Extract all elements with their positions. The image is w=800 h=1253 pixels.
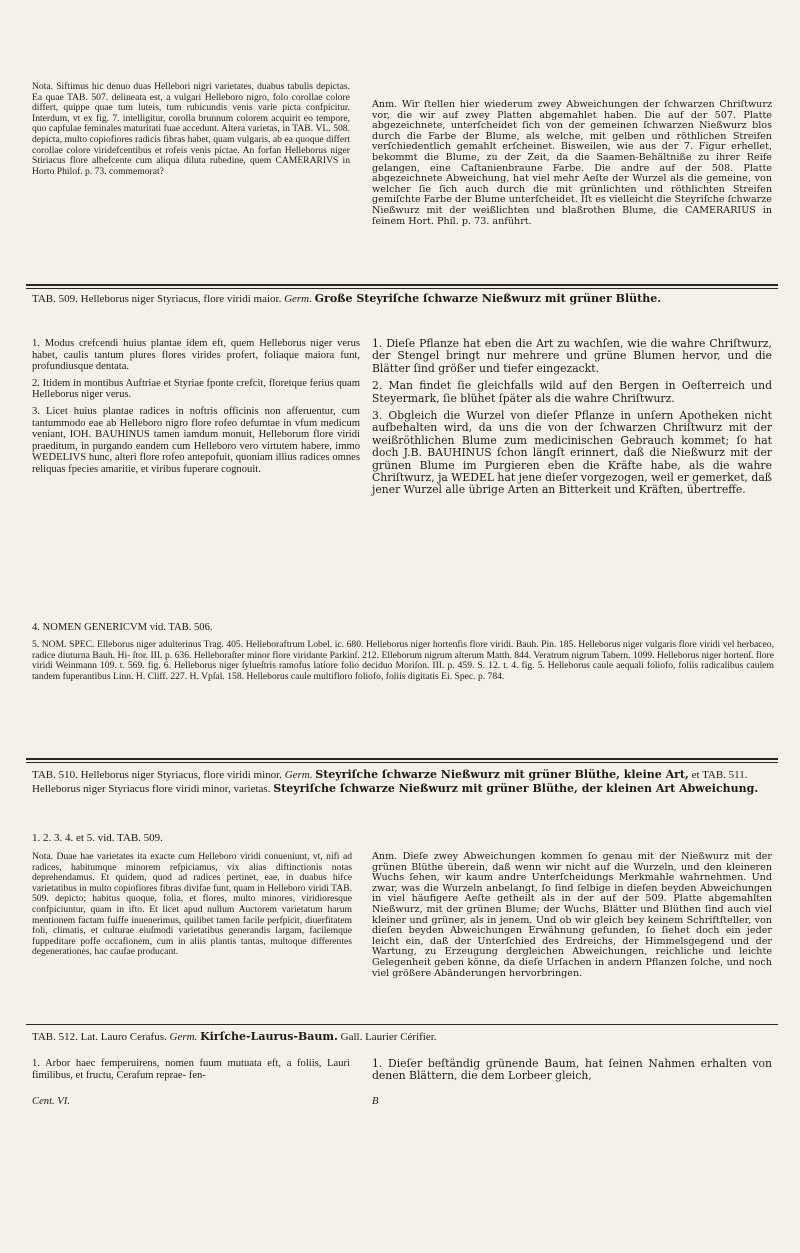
section-rule	[26, 1024, 778, 1025]
tab509-german-para-1: 1. Dieſe Pflanze hat eben die Art zu wachſen, wie die wahre Chriſtwurz, der Stengel bringt nur mehrere und grüne Blumen hervor, und die Blätter ſind größer und tiefer eingezackt.	[372, 337, 772, 375]
section-rule	[26, 284, 778, 289]
tab509-german-column	[372, 338, 772, 502]
section-rule	[26, 758, 778, 763]
tab509-nomen-spec: 5. NOM. SPEC. Elleborus niger adulterinus Trag. 405. Helleboraftrum Lobel. ic. 680. Helleborus niger hortenfis flore viridi. Bauh. Pin. 185. Helleborus niger vulgaris flore viridi vel herbaceo, radice diuturna Bauh. Hi- ſtor. III. p. 636. Helleboraſter minor flore viridante Parkinſ. 212. Elleborum nigrum alterum Matth. 844. Veratrum nigrum Tabern. 1099. Helleborus niger hortenſ. flore viridi Weinmann 109. t. 569. fig. 6. Helleborus niger ſylueſtris ramofus latiore folio deciduo Moriſon. III. p. 459. S. 12. t. 4. fig. 5. Helleborus caule aequali foliofo, foliis radicalibus caulem tandem fuperantibus Linn. H. Cliff. 227. H. Vpſal. 158. Helleborus caule multifloro foliofo, foliis digitatis Ei. Spec. p. 784.	[32, 639, 774, 682]
tab510-heading-latin-2: et TAB. 511. Helleborus niger Styriacus flore viridi minor, varietas.	[32, 769, 748, 795]
tab510-latin-note: Nota. Duae hae varietates ita exacte cum Helleboro viridi conueniunt, vt, nifi ad radices, habitumque minorem refpiciamus, vix alias diftinctionis notas deprehendamus. Et quidem, quod ad radices pertinet, eae, in duabus hifce varietatibus in multo copiofiores fibras divifae funt, quam in Helleboro viridi TAB. 509. depicto; habitus quoque, folia, et flores, multo minores, viridioresque confpiciuntur, quam in ifto. Et licet apud nullum Auctorem varietatum harum mentionem factam fuiffe inuenerimus, quilibet tamen facile perfpicit, diuerfitatem foli, climatis, et culturae eiuſmodi varietatibus generandis largam, facilemque fuppeditare poffe occafionem, cum in aliis plantis tantas, multoque differentes degenerationes, hac caufae producant.	[32, 851, 352, 958]
tab509-german-para-2: 2. Man findet ſie gleichfalls wild auf den Bergen in Oeſterreich und Steyermark, ſie blühet ſpäter als die wahre Chriſtwurz.	[372, 379, 772, 405]
note-german-top: Anm. Wir ſtellen hier wiederum zwey Abweichungen der ſchwarzen Chriſtwurz vor, die wir auf zwey Platten abgemahlet haben. Die auf der 507. Platte abgezeichnete, unterſcheidet ſich von der gemeinen ſchwarzen Nießwurz blos durch die Farbe der Blume, als welche, mit gelben und röthlichen Streifen verſchiedentlich gemahlt erſcheinet. Bisweilen, wie aus der 7. Figur erhellet, bekommt die Blume, zu der Zeit, da die Saamen-Behältniße zu ihrer Reife gelangen, eine Caſtanienbraune Farbe. Die andre auf der 508. Platte abgezeichnete Abweichung, hat viel mehr Aeſte der Wurzel als die gemeine, von welcher ſie ſich auch durch die mit grünlichten und röthlichten Streifen gemiſchte Farbe der Blume unterſcheidet. Iſt es vielleicht die Steyriſche ſchwarze Nießwurz mit der weißlichten und blaßrothen Blume, die CAMERARIUS in ſeinem Hort. Phil. p. 73. anführt.	[372, 99, 772, 227]
tab509-german-para-3: 3. Obgleich die Wurzel von dieſer Pflanze in unſern Apotheken nicht aufbehalten wird, da uns die von der ſchwarzen Chriſtwurz mit der weißröthlichen Blume zum medicinischen Gebrauch kommet; ſo hat doch J.B. BAUHINUS ſchon längſt erinnert, daß die Nießwurz mit der grünen Blume im Purgieren eben die Kräfte habe, als die wahre Chriſtwurz, ja WEDEL hat jene dieſer vorgezogen, weil er gemerket, daß jener Wurzel alle übrige Arten an Bitterkeit und Kräften, übertreffe.	[372, 409, 772, 497]
tab512-heading-gall: Gall. Laurier Cérifier.	[340, 1031, 437, 1043]
tab509-latin-para-3: 3. Licet huius plantae radices in noftris officinis non afferuentur, cum tantummodo eae ab Helleboro nigro flore rofeo defumtae in vfum medicum veniant, IOH. BAUHINUS tamen iamdum monuit, Helleborum flore viridi praeditum, in purgando eandem cum Helleboro vero virtutem habere, immo WEDELIVS hunc, alteri flore rofeo antepofuit, quoniam illius radices omnes reliquas fpecies amaritie, et viribus fuperare cognouit.	[32, 405, 360, 475]
tab510-ref-line: 1. 2. 3. 4. et 5. vid. TAB. 509.	[32, 832, 163, 844]
tab509-latin-para-2: 2. Itidem in montibus Auftriae et Styriae fponte crefcit, floretque ferius quam Helleborus niger verus.	[32, 377, 360, 401]
tab509-heading	[32, 292, 774, 306]
tab510-german-note: Anm. Dieſe zwey Abweichungen kommen ſo genau mit der Nießwurz mit der grünen Blüthe überein, daß wenn wir nicht auf die Wurzeln, und den kleineren Wuchs ſehen, wir kaum andre Unterſcheidungs Merkmahle wahrnehmen. Und zwar, was die Wurzeln anbelangt, ſo ſind ſelbige in dieſen beyden Abweichungen in viel häufigere Aeſte getheilt als in der auf der 509. Platte abgemahlten Nießwurz, mit der grünen Blume; der Wuchs, Blätter und Blüthen ſind auch viel kleiner und grüner, als in jenem. Und ob wir gleich bey keinem Schriftſteller, von dieſen beyden Abweichungen Erwähnung gefunden, ſo ſiehet doch ein jeder leicht ein, daß der Unterſchied des Erdreichs, der Himmelsgegend und der Wartung, zu Erzeugung dergleichen Abweichungen, reichliche und leichte Gelegenheit geben könne, da dieſe Urſachen in andern Pflanzen ſolche, und noch viel größere Abänderungen hervorbringen.	[372, 851, 772, 979]
note-latin-top: Nota. Siftimus hic denuo duas Hellebori nigri varietates, duabus tabulis depictas. Ea quae TAB. 507. delineata est, a vulgari Helleboro nigro, folo corollae colore differt, quippe quae tum luteis, tum rubicundis venis varie picta confpicitur. Interdum, vt ex fig. 7. intelligitur, corolla brunnum colorem acquirit eo tempore, quo capfulae feminales maturitati fuae accedunt. Altera varietas, in TAB. VL. 508. depicta, multo copiofiores radicis fibras habet, quam vulgaris, ab ea quoque differt corollae colore viridefcentibus et rofeis venis pictae. An forfan Helleborus niger Stiriacus flore albefcente cum aliqua diluta rubedine, quem CAMERARIVS in Horto Philof. p. 73. commemorat?	[32, 81, 350, 177]
tab509-latin-column	[32, 338, 360, 481]
tab512-heading-german: Kirſche-Laurus-Baum.	[200, 1030, 338, 1043]
tab512-latin: 1. Arbor haec femperuirens, nomen fuum mutuata eft, a foliis, Lauri fimilibus, et fructu, Cerafum reprae- fen-	[32, 1058, 350, 1081]
tab509-heading-german: Große Steyriſche ſchwarze Nießwurz mit grüner Blüthe.	[314, 292, 662, 305]
tab510-heading-german: Steyriſche ſchwarze Nießwurz mit grüner Blüthe, kleine Art,	[315, 768, 689, 781]
tab512-german: 1. Dieſer beſtändig grünende Baum, hat ſeinen Nahmen erhalten von denen Blättern, die dem Lorbeer gleich,	[372, 1057, 772, 1083]
footer-signature: B	[372, 1096, 379, 1107]
tab512-heading	[32, 1030, 774, 1044]
tab512-heading-latin: TAB. 512. Lat. Lauro Cerafus.	[32, 1031, 167, 1043]
tab509-latin-para-1: 1. Modus crefcendi huius plantae idem eft, quem Helleborus niger verus habet, caulis tantum plures flores virides profert, foliaque maiora funt, profundiusque dentata.	[32, 338, 360, 373]
tab510-heading	[32, 768, 774, 796]
tab510-germ-label: Germ.	[284, 769, 313, 781]
tab509-germ-label: Germ.	[284, 293, 312, 305]
tab510-heading-latin: TAB. 510. Helleborus niger Styriacus, flore viridi minor.	[32, 769, 282, 781]
tab512-germ-label: Germ.	[169, 1031, 198, 1043]
footer-century: Cent. VI.	[32, 1096, 70, 1107]
tab509-heading-latin: TAB. 509. Helleborus niger Styriacus, flore viridi maior.	[32, 293, 282, 305]
tab510-heading-german-2: Steyriſche ſchwarze Nießwurz mit grüner Blüthe, der kleinen Art Abweichung.	[273, 782, 759, 795]
tab509-nomen-generic: 4. NOMEN GENERICVM vid. TAB. 506.	[32, 622, 213, 633]
